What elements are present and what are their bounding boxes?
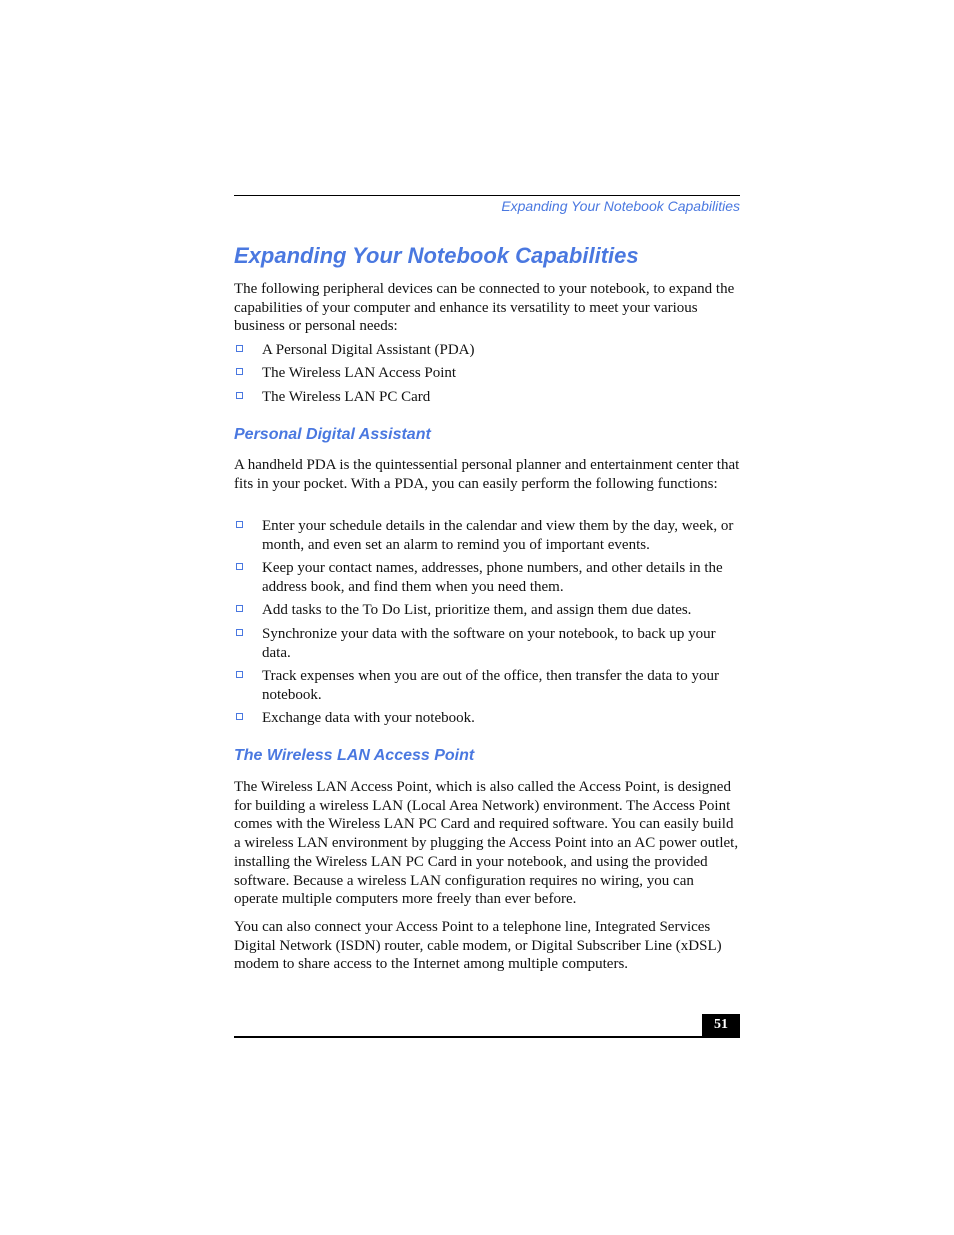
page-title: Expanding Your Notebook Capabilities	[234, 243, 639, 268]
checkbox-bullet-icon	[236, 629, 243, 636]
access-point-paragraph-2: You can also connect your Access Point to a telephone line, Integrated Services Digital Network (ISDN) router, cable modem, or Digital Subscriber Line (xDSL) modem to share access to the Internet among multiple computers.	[234, 919, 722, 973]
list-item: Exchange data with your notebook.	[234, 709, 740, 728]
list-item: A Personal Digital Assistant (PDA)	[234, 341, 740, 360]
intro-paragraph: The following peripheral devices can be connected to your notebook, to expand the capabilities of your computer and enhance its versatility to meet your various business or personal needs:	[234, 281, 735, 335]
list-item: Add tasks to the To Do List, prioritize them, and assign them due dates.	[234, 601, 740, 620]
checkbox-bullet-icon	[236, 563, 243, 570]
checkbox-bullet-icon	[236, 521, 243, 528]
list-item: Keep your contact names, addresses, phone numbers, and other details in the address book, and find them when you need them.	[234, 559, 740, 596]
footer-rule	[234, 1036, 740, 1038]
list-item: Enter your schedule details in the calendar and view them by the day, week, or month, and even set an alarm to remind you of important events.	[234, 517, 740, 554]
header-rule	[234, 195, 740, 196]
checkbox-bullet-icon	[236, 671, 243, 678]
checkbox-bullet-icon	[236, 345, 243, 352]
checkbox-bullet-icon	[236, 713, 243, 720]
list-item: Track expenses when you are out of the office, then transfer the data to your notebook.	[234, 667, 740, 704]
page-number: 51	[702, 1014, 740, 1036]
pda-intro-paragraph: A handheld PDA is the quintessential personal planner and entertainment center that fits in your pocket. With a PDA, you can easily perform the following functions:	[234, 457, 740, 492]
checkbox-bullet-icon	[236, 392, 243, 399]
section-heading-access-point: The Wireless LAN Access Point	[234, 747, 475, 764]
running-header: Expanding Your Notebook Capabilities	[501, 198, 740, 214]
list-item: Synchronize your data with the software on your notebook, to back up your data.	[234, 625, 740, 662]
list-item: The Wireless LAN Access Point	[234, 364, 740, 383]
list-item: The Wireless LAN PC Card	[234, 388, 740, 407]
checkbox-bullet-icon	[236, 368, 243, 375]
section-heading-pda: Personal Digital Assistant	[234, 426, 431, 443]
access-point-paragraph-1: The Wireless LAN Access Point, which is also called the Access Point, is designed for building a wireless LAN (Local Area Network) environment. The Access Point comes with the Wireless LAN PC Card and required software. You can easily build a wireless LAN environment by plugging the Access Point into an AC power outlet, installing the Wireless LAN PC Card in your notebook, and using the provided software. Because a wireless LAN configuration requires no wiring, you can operate multiple computers more freely than ever before.	[234, 779, 739, 908]
checkbox-bullet-icon	[236, 605, 243, 612]
